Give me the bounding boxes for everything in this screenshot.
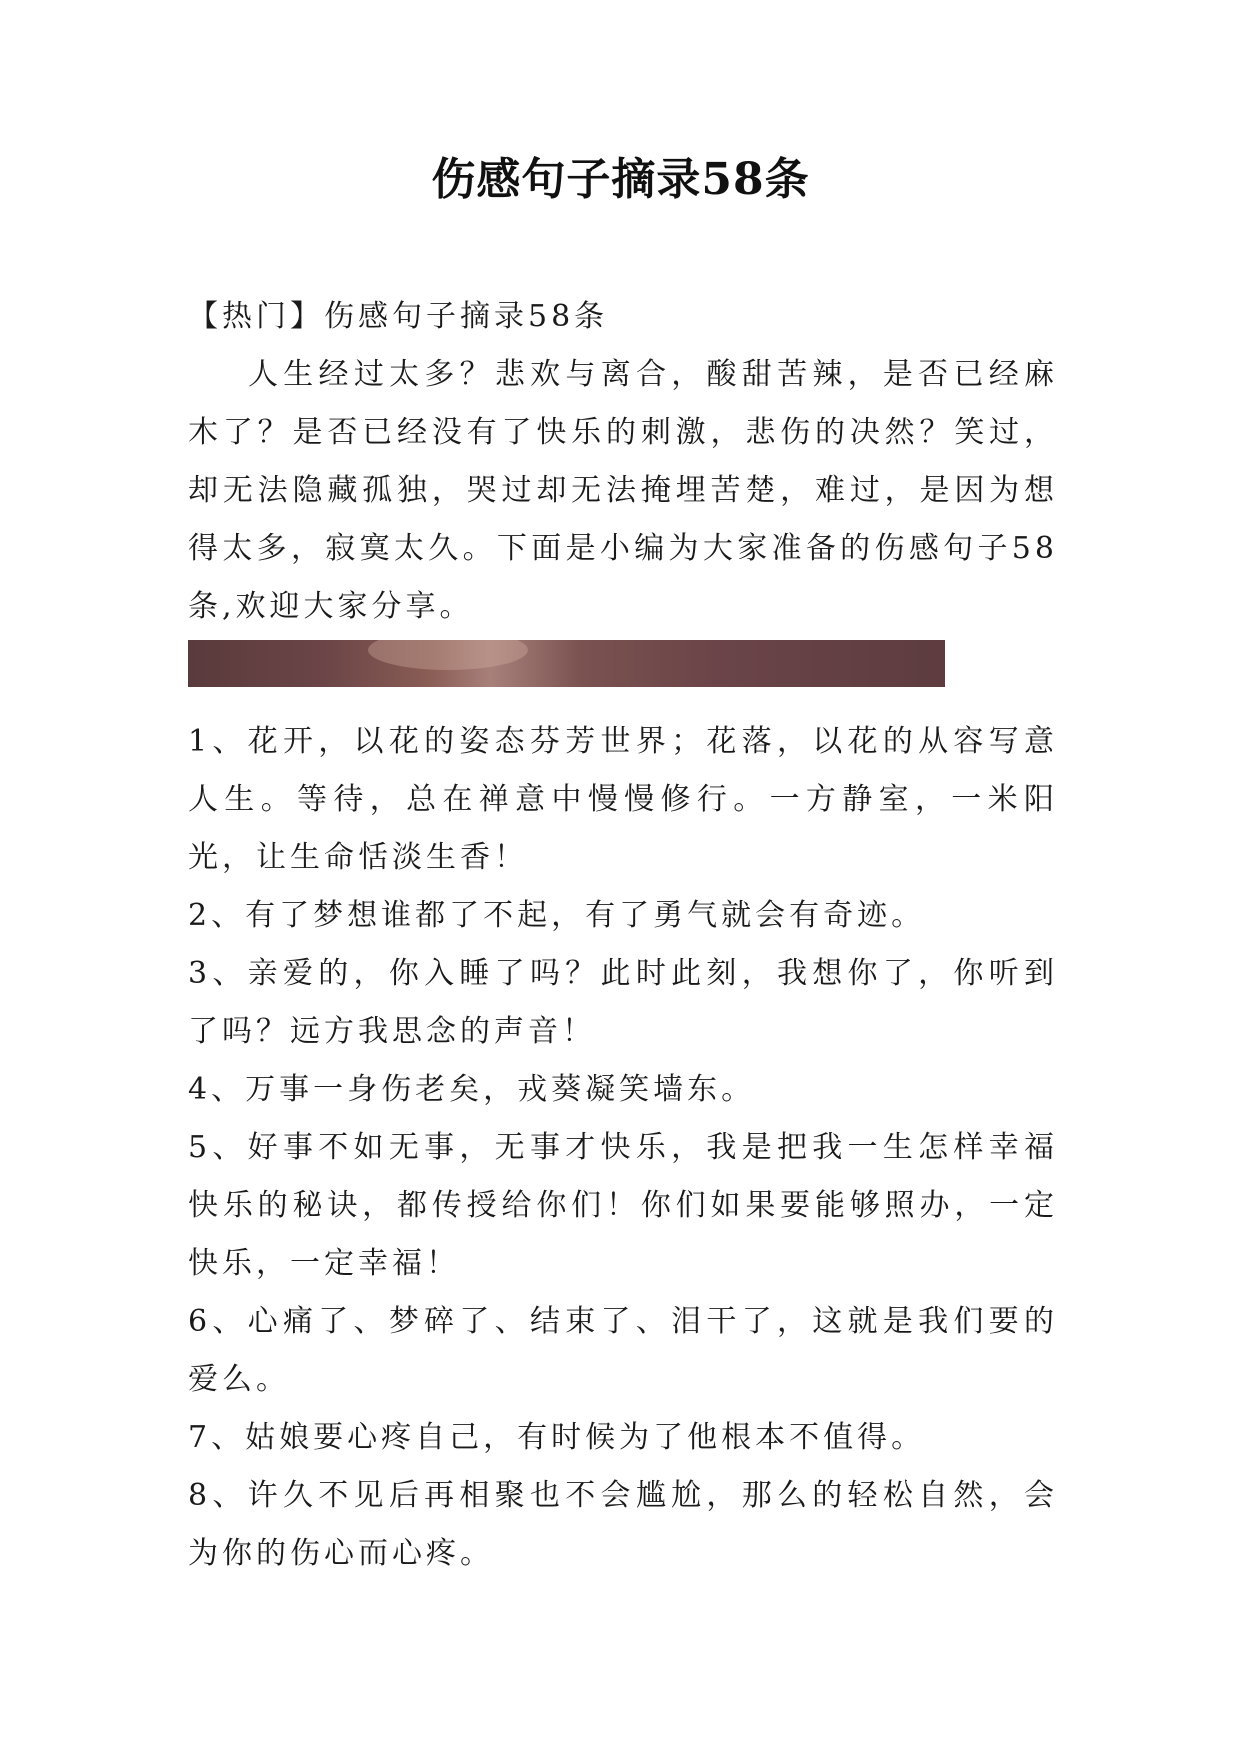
document-body [188,288,1058,1583]
list-item: 1、花开，以花的姿态芬芳世界；花落，以花的从容写意人生。等待，总在禅意中慢慢修行。一方静室，一米阳光，让生命恬淡生香！ [188,724,1058,875]
document-subtitle: 【热门】伤感句子摘录58条 [188,299,609,334]
document-title: 伤感句子摘录58条 [431,154,810,205]
list-item: 2、有了梦想谁都了不起，有了勇气就会有奇迹。 [188,898,926,933]
list-item: 3、亲爱的，你入睡了吗？此时此刻，我想你了，你听到了吗？远方我思念的声音！ [188,956,1058,1049]
list-item: 7、姑娘要心疼自己，有时候为了他根本不值得。 [188,1420,926,1455]
banner-image [188,640,945,687]
list-item: 4、万事一身伤老矣，戎葵凝笑墙东。 [188,1072,756,1107]
intro-paragraph: 人生经过太多？悲欢与离合，酸甜苦辣，是否已经麻木了？是否已经没有了快乐的刺激，悲伤的决然？笑过，却无法隐藏孤独，哭过却无法掩埋苦楚，难过，是因为想得太多，寂寞太久。下面是小编为大家准备的伤感句子58条,欢迎大家分享。 [188,357,1058,624]
list-item: 8、许久不见后再相聚也不会尴尬，那么的轻松自然，会为你的伤心而心疼。 [188,1478,1058,1571]
sentence-list [188,713,1058,1583]
list-item: 5、好事不如无事，无事才快乐，我是把我一生怎样幸福快乐的秘诀，都传授给你们！你们如果要能够照办，一定快乐，一定幸福！ [188,1130,1058,1281]
list-item: 6、心痛了、梦碎了、结束了、泪干了，这就是我们要的爱么。 [188,1304,1058,1397]
